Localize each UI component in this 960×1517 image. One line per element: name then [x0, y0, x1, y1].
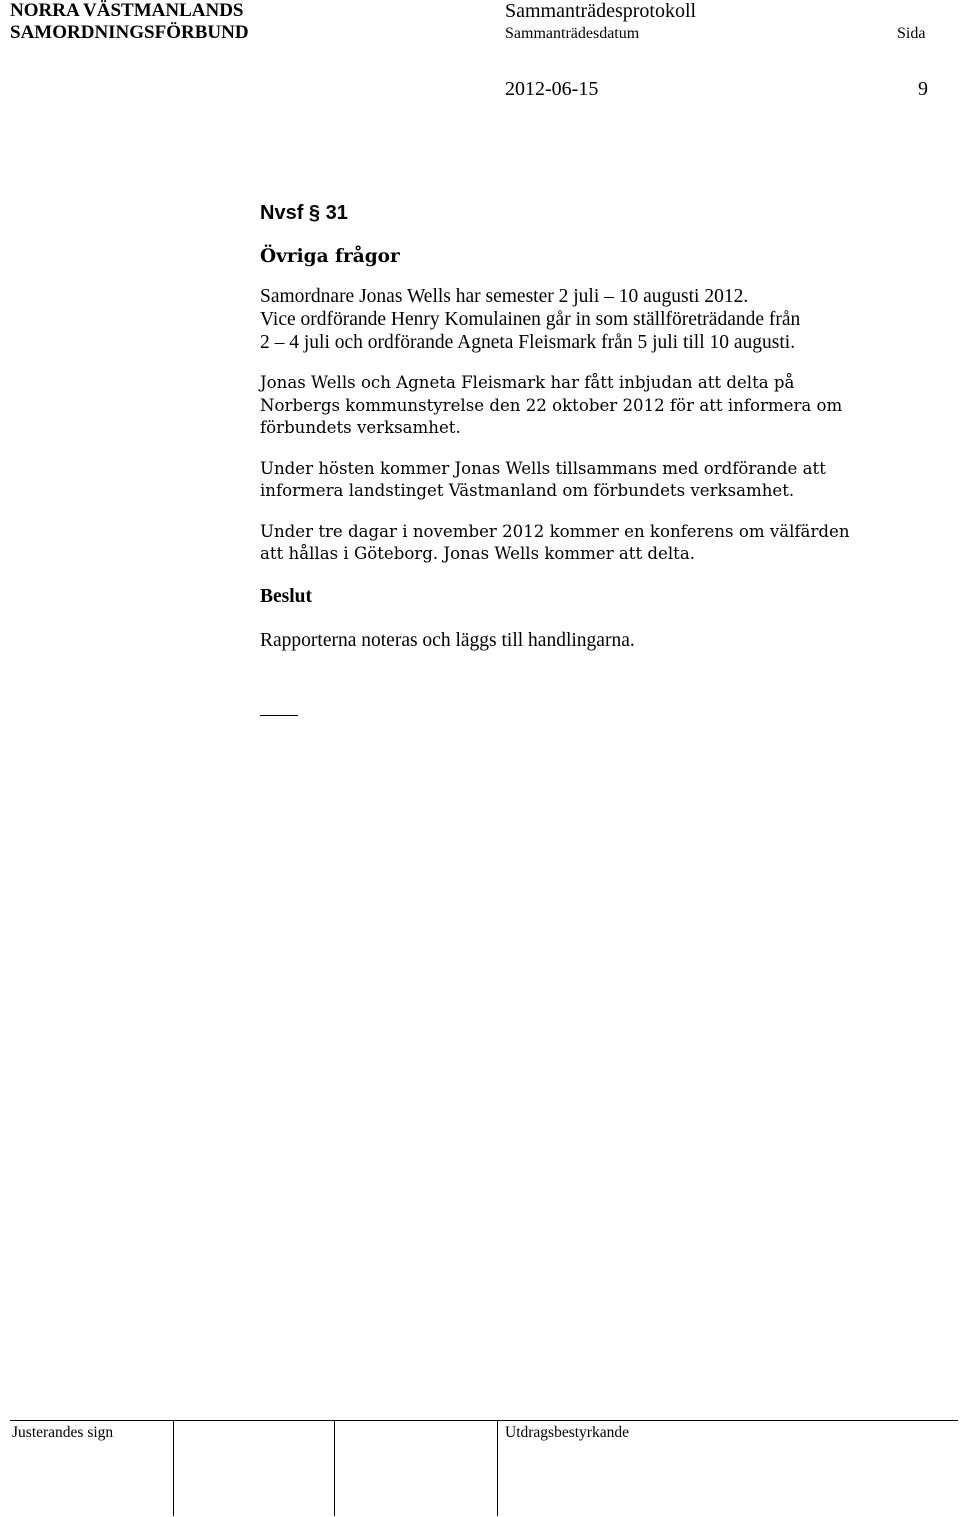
- section-number: 31: [325, 202, 348, 224]
- decision-heading: Beslut: [260, 585, 313, 607]
- sign-cell-3: [335, 1421, 498, 1516]
- protocol-body: [260, 200, 920, 652]
- signature-table: [10, 1420, 958, 1516]
- paragraph-conference: Under tre dagar i november 2012 kommer en konferens om välfärden att hållas i Göteborg. Jonas Wells kommer att delta.: [260, 521, 850, 563]
- page-number: 9: [918, 78, 928, 100]
- decision-text: Rapporterna noteras och läggs till handlingarna.: [260, 629, 635, 651]
- document-type: Sammanträdesprotokoll: [505, 0, 697, 22]
- sign-cell-1: [10, 1421, 174, 1516]
- org-name-line1: NORRA VÄSTMANLANDS: [10, 0, 244, 21]
- page-label: Sida: [897, 25, 926, 42]
- section-heading: [260, 200, 920, 228]
- section-title: Övriga frågor: [260, 246, 400, 267]
- paragraph-vacation: Samordnare Jonas Wells har semester 2 juli – 10 augusti 2012. Vice ordförande Henry Komulainen går in som ställföreträdande från 2 – 4 juli och ordförande Agneta Fleismark från 5 juli till 10 augusti.: [260, 286, 801, 353]
- end-rule: [260, 715, 298, 716]
- paragraph-invitation: Jonas Wells och Agneta Fleismark har fått inbjudan att delta på Norbergs kommunstyrelse den 22 oktober 2012 för att informera om förbundets verksamhet.: [260, 373, 843, 437]
- paragraph-autumn: Under hösten kommer Jonas Wells tillsammans med ordförande att informera landstinget Västmanland om förbundets verksamhet.: [260, 458, 826, 500]
- sign-cell-2: [174, 1421, 335, 1516]
- sign-label: Justerandes sign: [12, 1424, 114, 1441]
- paragraph-symbol: §: [308, 202, 321, 224]
- section-prefix: Nvsf: [260, 202, 304, 224]
- meeting-date: 2012-06-15: [505, 78, 599, 100]
- extract-cell: [498, 1421, 957, 1516]
- extract-label: Utdragsbestyrkande: [505, 1424, 629, 1441]
- org-name-line2: SAMORDNINGSFÖRBUND: [10, 22, 249, 43]
- date-label: Sammanträdesdatum: [505, 25, 640, 42]
